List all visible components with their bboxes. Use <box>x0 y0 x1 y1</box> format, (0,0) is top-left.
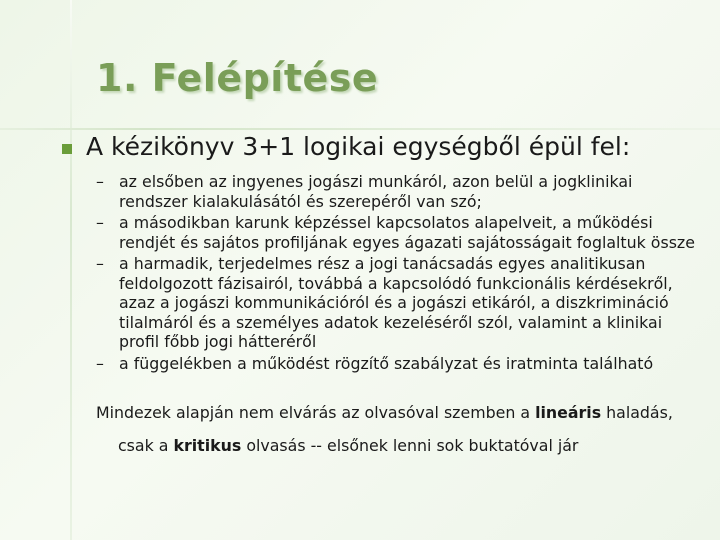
emphasis-kritikus: kritikus <box>173 436 242 455</box>
summary-line-2 <box>118 436 718 456</box>
dash-marker: – <box>96 353 104 373</box>
sub-item <box>96 172 706 211</box>
summary-line-1 <box>96 403 716 423</box>
main-bullet-text: A kézikönyv 3+1 logikai egységből épül fel: <box>86 132 631 161</box>
summary-text: Mindezek alapján nem elvárás az olvasóval szemben a <box>96 403 536 422</box>
emphasis-linearis: lineáris <box>535 403 602 422</box>
decorative-horizontal-line <box>0 128 720 130</box>
dash-marker: – <box>96 213 104 232</box>
sub-item <box>96 354 706 374</box>
summary-text: csak a <box>118 436 174 455</box>
sub-item-text: a másodikban karunk képzéssel kapcsolatos alapelveit, a működési rendjét és sajátos profiljának egyes ágazati sajátosságait foglaltuk össze <box>119 213 695 252</box>
decorative-vertical-line <box>70 0 72 540</box>
sub-item <box>96 213 706 252</box>
summary-text: haladás, <box>601 403 673 422</box>
sub-item-list <box>96 172 706 375</box>
slide-title: 1. Felépítése <box>96 56 379 100</box>
dash-marker: – <box>96 172 104 191</box>
sub-item-text: a függelékben a működést rögzítő szabályzat és iratminta található <box>119 353 654 373</box>
sub-item-text: a harmadik, terjedelmes rész a jogi tanácsadás egyes analitikusan feldolgozott fázisairól, továbbá a kapcsolódó funkcionális kérdésekről, azaz a jogászi kommunikációról és a jogászi etikáról, a diszkrimináció tilalmáról és a személyes adatok kezeléséről szól, valamint a klinikai profil főbb jogi hátteréről <box>119 254 673 351</box>
square-bullet-icon <box>62 144 72 154</box>
sub-item <box>96 254 706 352</box>
sub-item-text: az elsőben az ingyenes jogászi munkáról, azon belül a jogklinikai rendszer kialakulásától és szerepéről van szó; <box>119 172 633 211</box>
summary-text: olvasás -- elsőnek lenni sok buktatóval jár <box>241 436 579 455</box>
dash-marker: – <box>96 254 104 273</box>
